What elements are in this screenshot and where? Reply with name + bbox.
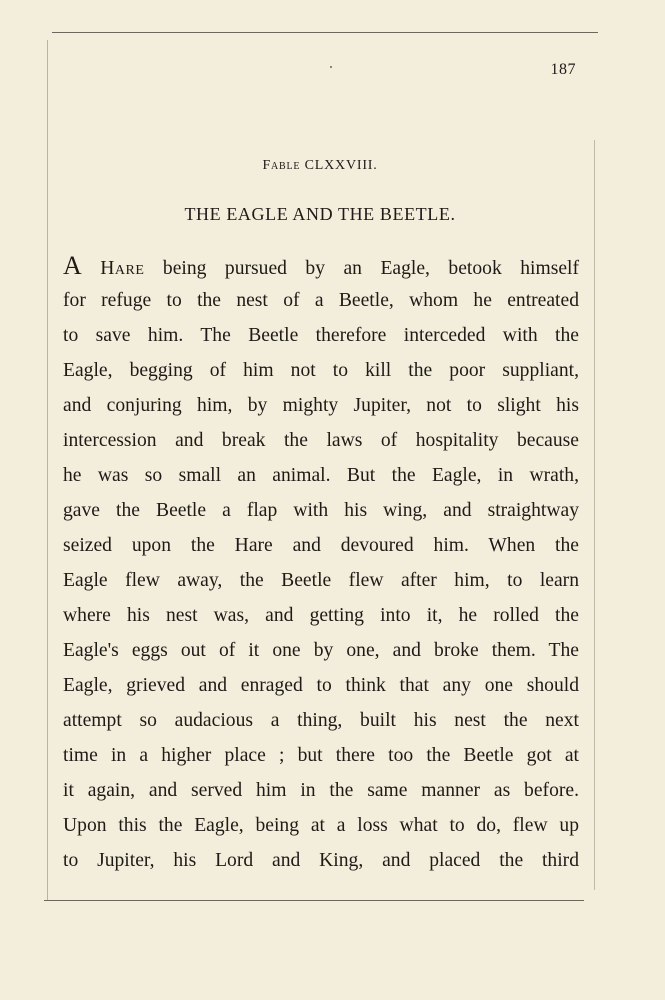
body-line: for refuge to the nest of a Beetle, whom he entreated (63, 290, 579, 311)
right-border-rule (594, 140, 595, 890)
body-line: time in a higher place ; but there too the Beetle got at (63, 745, 579, 766)
body-line: intercession and break the laws of hospitality because (63, 430, 579, 451)
body-line: Eagle, grieved and enraged to think that any one should (63, 675, 579, 696)
body-line: gave the Beetle a flap with his wing, and straightway (63, 500, 579, 521)
body-line: Eagle flew away, the Beetle flew after him, to learn (63, 570, 579, 591)
body-line: Eagle, begging of him not to kill the poor suppliant, (63, 360, 579, 381)
small-caps-word: Hare (100, 258, 145, 279)
body-line: Eagle's eggs out of it one by one, and broke them. The (63, 640, 579, 661)
body-line: it again, and served him in the same manner as before. (63, 780, 579, 801)
body-line: attempt so audacious a thing, built his nest the next (63, 710, 579, 731)
first-line-text: being pursued by an Eagle, betook himself (162, 258, 579, 279)
body-line: to Jupiter, his Lord and King, and placed the third (63, 850, 579, 871)
body-line: he was so small an animal. But the Eagle, in wrath, (63, 465, 579, 486)
bottom-border-rule (44, 900, 584, 901)
body-line (63, 248, 579, 283)
fable-body (63, 248, 579, 878)
page-number: 187 (550, 61, 576, 78)
initial-letter: A (63, 251, 82, 280)
body-line: Upon this the Eagle, being at a loss what to do, flew up (63, 815, 579, 836)
body-line: to save him. The Beetle therefore interceded with the (63, 325, 579, 346)
fable-number: Fable CLXXVIII. (262, 158, 378, 173)
print-speck (330, 66, 332, 68)
top-border-rule (52, 32, 598, 33)
fable-title: THE EAGLE AND THE BEETLE. (184, 204, 456, 224)
body-line: where his nest was, and getting into it, he rolled the (63, 605, 579, 626)
body-line: seized upon the Hare and devoured him. When the (63, 535, 579, 556)
body-line: and conjuring him, by mighty Jupiter, not to slight his (63, 395, 579, 416)
